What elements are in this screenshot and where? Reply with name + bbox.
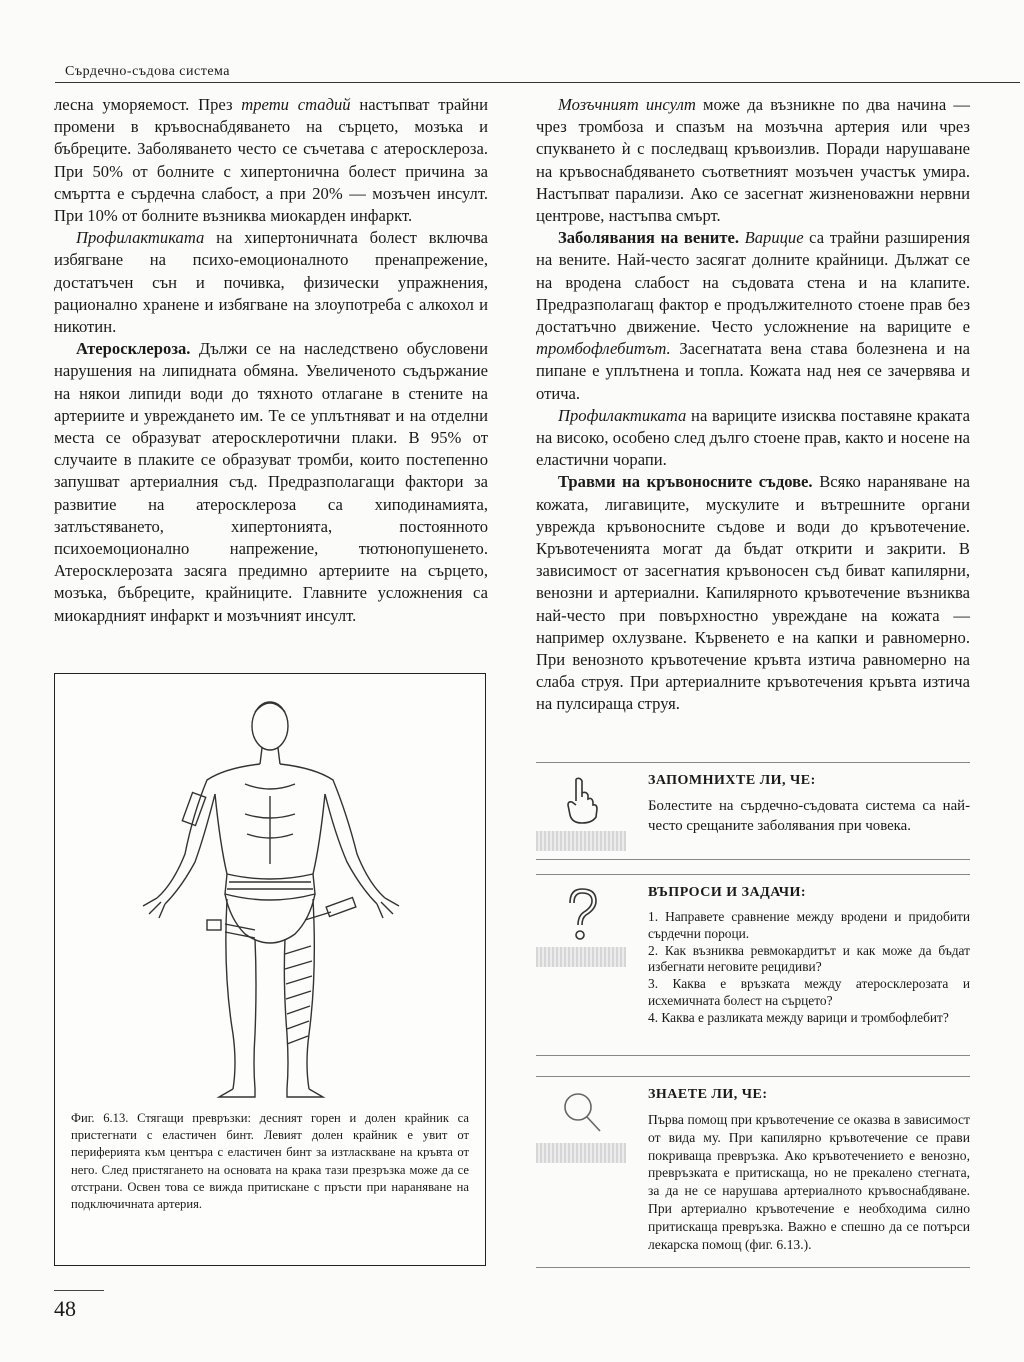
figure-6-13 (54, 673, 486, 1266)
paragraph-atherosclerosis: Атеросклероза. Дължи се на наследствено обусловени нарушения на липидната обмяна. Увеличеното съдържание на някои липиди води до тяхното отлагане в стените на артериите и увреждането им. Те се уплътняват и на отделни места се образуват атеросклеротични плаки. В 95% от случаите в плаките се образуват тромби, които постепенно запушват артериалния съд. Предразполагащи фактори за развитие на атеросклероза са хиподинамията, затлъстяването, хипертонията, постоянното психоемоционално напрежение, тютюнопушенето. Атеросклерозата засяга предимно артериите на сърцето, мозъка, бъбреците, крайниците. Главните усложнения са миокардният инфаркт и мозъчният инсулт. (54, 339, 488, 625)
paragraph-vessel-trauma: Травми на кръвоносните съдове. Всяко нараняване на кожата, лигавиците, мускулите и вътрешните органи уврежда кръвоносните съдове и води до кръвотечение. Кръвотеченията могат да бъдат открити и закрити. В зависимост от засегнатия кръвоносен съд биват капилярни, венозни и артериални. Капилярното кръвотечение възниква най-често при повърхностно увреждане на кожата — например охлузване. Кървенето е на капки и равномерно. При венозното кръвотечение кръвта изтича равномерно на слаба струя. При артериалните кръвотечения кръвта изтича на пулсираща струя. (536, 472, 970, 714)
question-4: 4. Каква е разликата между варици и тромбофлебит? (648, 1009, 949, 1025)
box-questions (536, 874, 970, 1056)
running-header (55, 62, 1020, 83)
page-number-rule (54, 1290, 104, 1291)
box-know-text: Първа помощ при кръвотечение се оказва в зависимост от вида му. При капилярно кръвотечение се прави покриваща превръзка. Ако кръвотечението е венозно, превръзката е притискаща, но не прекалено стегната, за да не се нарушава артериалното кръвоснабдяване. При артериално кръвотечение е необходима силно притискаща превръзка. Важно е спешно да се потърси лекарска помощ (фиг. 6.13.). (648, 1112, 970, 1252)
question-2: 2. Как възниква ревмокардитът и как може да бъдат избегнати неговите рецидиви? (648, 942, 970, 975)
questions-list (648, 909, 970, 1027)
magnifier-icon (556, 1087, 606, 1137)
paragraph-vein-diseases: Заболявания на вените. Варицие са трайни разширения на вените. Най-често засягат долните крайници. Дължат се на вродена слабост на съдовата стена и на клапите. Предразполагащ фактор е продължителното стоене прав без достатъчно движение. Често усложнение на вариците е тромбофлебитът. Засегнатата вена става болезнена и на пипане е уплътнена и топла. Кожата над нея се зачервява и отича. (536, 228, 970, 403)
running-header-title: Сърдечно-съдова система (65, 64, 231, 79)
box-know-title: ЗНАЕТЕ ЛИ, ЧЕ: (648, 1087, 768, 1102)
bandaged-man-illustration (95, 684, 445, 1104)
box-questions-title: ВЪПРОСИ И ЗАДАЧИ: (648, 885, 807, 900)
box-remember (536, 762, 970, 860)
question-mark-icon (556, 883, 606, 943)
right-column (536, 94, 970, 716)
paragraph-third-stage: лесна уморяемост. През трети стадий настъпват трайни промени в кръвоснабдяването на сърцето, мозъка и бъбреците. Заболяването често се съчетава с атеросклероза. При 50% от болните с хипертонична болест причина за смъртта е сърдечна слабост, а при 20% — мозъчен инсулт. При 10% от болните възниква миокарден инфаркт. (54, 95, 488, 226)
box-remember-text: Болестите на сърдечно-съдовата система са най-често срещаните заболявания при човека. (648, 798, 970, 834)
figure-caption: Фиг. 6.13. Стягащи превръзки: десният горен и долен крайник са пристегнати с еластичен бинт. Левият долен крайник е увит от периферията към центъра с еластичен бинт за изтласкване на кръвта от него. След пристягането на основата на крака тази презръзка може да се отстрани. Освен това се вижда притискане с пръсти при нараняване на подключичната артерия. (71, 1111, 469, 1212)
box-did-you-know (536, 1076, 970, 1268)
paragraph-prophylaxis-hypertension: Профилактиката на хипертоничната болест включва избягване на психо-емоционалното пренапрежение, достатъчен сън и почивка, физически упражнения, рационално хранене и избягване на злоупотреба с алкохол и никотин. (54, 228, 488, 337)
pointing-hand-icon (556, 775, 606, 825)
question-1: 1. Направете сравнение между вродени и придобити сърдечни пороци. (648, 909, 970, 941)
paragraph-prophylaxis-varices: Профилактиката на вариците изисква поставяне краката на високо, особено след дълго стоене прав, както и носене на еластични чорапи. (536, 405, 970, 470)
left-column (54, 94, 488, 627)
paragraph-stroke: Мозъчният инсулт може да възникне по два начина — чрез тромбоза и спазъм на мозъчна артерия или чрез спукването ѝ с последващ кръвоизлив. Поради нарушаване на кръвоснабдяването съответният мозъчен участък умира. Настъпват парализи. Ако се засегнат жизненоважни нервни центрове, настъпва смърт. (536, 95, 970, 226)
box-remember-title: ЗАПОМНИХТЕ ЛИ, ЧЕ: (648, 773, 816, 788)
question-3: 3. Каква е връзката между атеросклерозата и исхемичната болест на сърцето? (648, 976, 970, 1008)
page-number: 48 (54, 1296, 76, 1321)
